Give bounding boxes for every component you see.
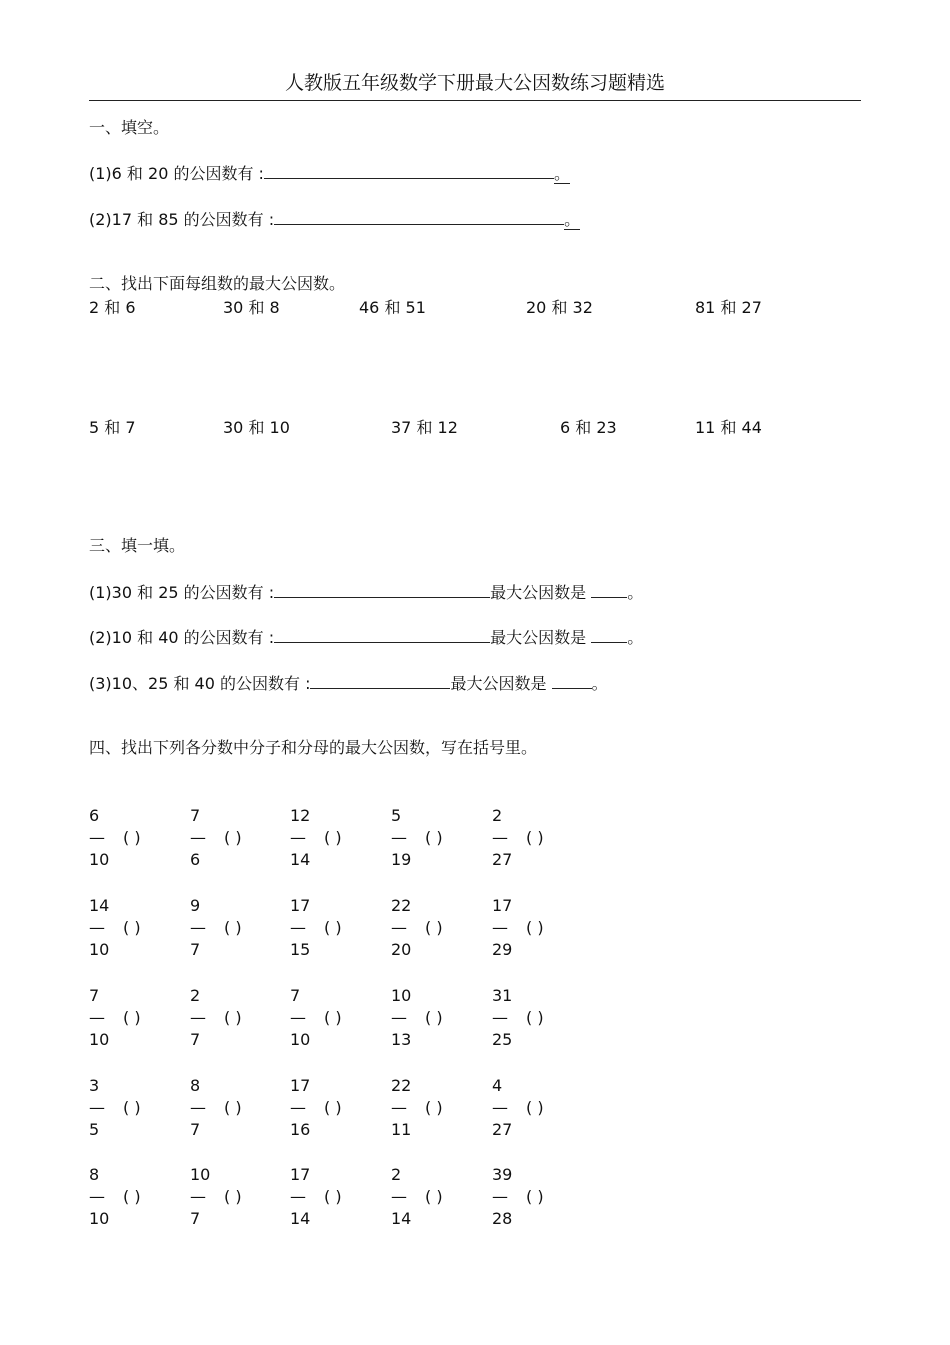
title-underline xyxy=(89,100,861,101)
fraction-bar: — xyxy=(290,828,306,847)
fraction-bar: — xyxy=(290,1008,306,1027)
number-pair: 46 和 51 xyxy=(359,298,426,317)
fraction-bar: — xyxy=(492,918,508,937)
fraction-bar: — xyxy=(391,1008,407,1027)
fraction-bar: — xyxy=(391,1098,407,1117)
question-mid: 最大公因数是 xyxy=(490,628,592,647)
section3-question-3 xyxy=(89,675,608,692)
fraction-bar: — xyxy=(290,918,306,937)
fraction-bar: — xyxy=(492,1008,508,1027)
common-factors-blank[interactable] xyxy=(310,675,450,689)
fraction-bar: — xyxy=(391,1187,407,1206)
numerator: 17 xyxy=(290,1165,311,1184)
denominator: 28 xyxy=(492,1209,513,1228)
answer-parentheses[interactable]: ( ) xyxy=(526,1008,544,1027)
fraction-bar: — xyxy=(290,1098,306,1117)
fraction-item xyxy=(391,898,491,960)
question-text: (2)17 和 85 的公因数有 : xyxy=(89,210,275,229)
fraction-item xyxy=(290,988,390,1050)
numerator: 17 xyxy=(492,896,513,915)
fraction-item xyxy=(492,1167,592,1229)
number-pair: 11 和 44 xyxy=(695,418,762,437)
answer-parentheses[interactable]: ( ) xyxy=(425,918,443,937)
fraction-bar: — xyxy=(190,1187,206,1206)
numerator: 9 xyxy=(190,896,201,915)
fraction-item xyxy=(492,1078,592,1140)
fraction-bar: — xyxy=(391,828,407,847)
denominator: 25 xyxy=(492,1030,513,1049)
fraction-item xyxy=(190,1167,290,1229)
fraction-bar: — xyxy=(89,1008,105,1027)
fraction-bar: — xyxy=(290,1187,306,1206)
numerator: 17 xyxy=(290,1076,311,1095)
fraction-item xyxy=(492,898,592,960)
fraction-item xyxy=(89,808,189,870)
question-text: (1)30 和 25 的公因数有 : xyxy=(89,583,275,602)
denominator: 27 xyxy=(492,850,513,869)
fraction-bar: — xyxy=(89,1098,105,1117)
gcf-blank[interactable] xyxy=(552,675,592,689)
denominator: 14 xyxy=(290,1209,311,1228)
numerator: 39 xyxy=(492,1165,513,1184)
number-pair: 30 和 10 xyxy=(223,418,290,437)
numerator: 7 xyxy=(290,986,301,1005)
fraction-bar: — xyxy=(89,918,105,937)
fraction-bar: — xyxy=(190,918,206,937)
question-text: (3)10、25 和 40 的公因数有 : xyxy=(89,674,311,693)
common-factors-blank[interactable] xyxy=(274,629,490,643)
section3-question-2 xyxy=(89,629,643,646)
denominator: 5 xyxy=(89,1120,100,1139)
fraction-item xyxy=(290,1167,390,1229)
numerator: 22 xyxy=(391,1076,412,1095)
answer-parentheses[interactable]: ( ) xyxy=(425,1008,443,1027)
denominator: 14 xyxy=(290,850,311,869)
denominator: 10 xyxy=(89,1209,110,1228)
question-end: 。 xyxy=(627,583,644,602)
answer-parentheses[interactable]: ( ) xyxy=(425,828,443,847)
number-pair: 20 和 32 xyxy=(526,298,593,317)
answer-parentheses[interactable]: ( ) xyxy=(123,1187,141,1206)
fraction-item xyxy=(190,988,290,1050)
answer-blank[interactable] xyxy=(264,165,554,179)
answer-parentheses[interactable]: ( ) xyxy=(526,828,544,847)
fraction-item xyxy=(89,898,189,960)
fraction-bar: — xyxy=(190,828,206,847)
denominator: 6 xyxy=(190,850,201,869)
fraction-bar: — xyxy=(492,1098,508,1117)
question-text: (1)6 和 20 的公因数有 : xyxy=(89,164,264,183)
answer-parentheses[interactable]: ( ) xyxy=(526,1187,544,1206)
numerator: 3 xyxy=(89,1076,100,1095)
answer-parentheses[interactable]: ( ) xyxy=(324,828,342,847)
denominator: 7 xyxy=(190,1209,201,1228)
answer-parentheses[interactable]: ( ) xyxy=(224,1098,242,1117)
answer-parentheses[interactable]: ( ) xyxy=(324,1187,342,1206)
number-pair: 6 和 23 xyxy=(560,418,617,437)
numerator: 10 xyxy=(190,1165,211,1184)
gcf-blank[interactable] xyxy=(591,584,627,598)
page-title: 人教版五年级数学下册最大公因数练习题精选 xyxy=(284,72,665,94)
section1-heading: 一、填空。 xyxy=(89,118,170,137)
answer-parentheses[interactable]: ( ) xyxy=(526,1098,544,1117)
answer-parentheses[interactable]: ( ) xyxy=(224,828,242,847)
question-text: (2)10 和 40 的公因数有 : xyxy=(89,628,275,647)
fraction-bar: — xyxy=(190,1098,206,1117)
number-pair: 2 和 6 xyxy=(89,298,136,317)
denominator: 13 xyxy=(391,1030,412,1049)
fraction-bar: — xyxy=(89,1187,105,1206)
fraction-item xyxy=(89,1167,189,1229)
section1-question-1 xyxy=(89,165,570,182)
section3-heading: 三、填一填。 xyxy=(89,536,186,555)
denominator: 29 xyxy=(492,940,513,959)
number-pair: 5 和 7 xyxy=(89,418,136,437)
answer-parentheses[interactable]: ( ) xyxy=(224,1008,242,1027)
common-factors-blank[interactable] xyxy=(274,584,490,598)
denominator: 14 xyxy=(391,1209,412,1228)
section4-heading: 四、找出下列各分数中分子和分母的最大公因数，写在括号里。 xyxy=(89,738,538,757)
number-pair: 37 和 12 xyxy=(391,418,458,437)
question-end: 。 xyxy=(564,210,581,229)
question-end: 。 xyxy=(553,164,570,183)
gcf-blank[interactable] xyxy=(591,629,627,643)
fraction-bar: — xyxy=(89,828,105,847)
numerator: 12 xyxy=(290,806,311,825)
answer-blank[interactable] xyxy=(274,211,564,225)
fraction-bar: — xyxy=(391,918,407,937)
numerator: 2 xyxy=(391,1165,402,1184)
fraction-item xyxy=(290,898,390,960)
fraction-item xyxy=(190,898,290,960)
denominator: 20 xyxy=(391,940,412,959)
denominator: 7 xyxy=(190,940,201,959)
fraction-item xyxy=(492,988,592,1050)
answer-parentheses[interactable]: ( ) xyxy=(123,1008,141,1027)
fraction-item xyxy=(391,988,491,1050)
question-end: 。 xyxy=(627,628,644,647)
answer-parentheses[interactable]: ( ) xyxy=(324,1008,342,1027)
answer-parentheses[interactable]: ( ) xyxy=(324,918,342,937)
fraction-item xyxy=(391,1078,491,1140)
section1-question-2 xyxy=(89,211,580,228)
answer-parentheses[interactable]: ( ) xyxy=(123,1098,141,1117)
fraction-item xyxy=(89,1078,189,1140)
answer-parentheses[interactable]: ( ) xyxy=(425,1098,443,1117)
numerator: 17 xyxy=(290,896,311,915)
answer-parentheses[interactable]: ( ) xyxy=(425,1187,443,1206)
denominator: 19 xyxy=(391,850,412,869)
answer-parentheses[interactable]: ( ) xyxy=(224,918,242,937)
fraction-bar: — xyxy=(492,828,508,847)
numerator: 8 xyxy=(190,1076,201,1095)
fraction-item xyxy=(190,808,290,870)
number-pair: 30 和 8 xyxy=(223,298,280,317)
answer-parentheses[interactable]: ( ) xyxy=(123,918,141,937)
numerator: 10 xyxy=(391,986,412,1005)
numerator: 22 xyxy=(391,896,412,915)
numerator: 2 xyxy=(492,806,503,825)
fraction-item xyxy=(391,808,491,870)
numerator: 2 xyxy=(190,986,201,1005)
denominator: 10 xyxy=(89,940,110,959)
numerator: 7 xyxy=(89,986,100,1005)
answer-parentheses[interactable]: ( ) xyxy=(224,1187,242,1206)
fraction-bar: — xyxy=(190,1008,206,1027)
section3-question-1 xyxy=(89,584,643,601)
section2-heading: 二、找出下面每组数的最大公因数。 xyxy=(89,274,346,293)
denominator: 11 xyxy=(391,1120,412,1139)
numerator: 4 xyxy=(492,1076,503,1095)
numerator: 7 xyxy=(190,806,201,825)
fraction-item xyxy=(190,1078,290,1140)
fraction-item xyxy=(89,988,189,1050)
numerator: 6 xyxy=(89,806,100,825)
denominator: 7 xyxy=(190,1030,201,1049)
denominator: 10 xyxy=(89,850,110,869)
question-mid: 最大公因数是 xyxy=(450,674,552,693)
denominator: 27 xyxy=(492,1120,513,1139)
denominator: 10 xyxy=(89,1030,110,1049)
fraction-item xyxy=(492,808,592,870)
fraction-item xyxy=(391,1167,491,1229)
answer-parentheses[interactable]: ( ) xyxy=(324,1098,342,1117)
answer-parentheses[interactable]: ( ) xyxy=(526,918,544,937)
numerator: 31 xyxy=(492,986,513,1005)
denominator: 16 xyxy=(290,1120,311,1139)
number-pair: 81 和 27 xyxy=(695,298,762,317)
fraction-item xyxy=(290,808,390,870)
question-mid: 最大公因数是 xyxy=(490,583,592,602)
numerator: 14 xyxy=(89,896,110,915)
numerator: 5 xyxy=(391,806,402,825)
numerator: 8 xyxy=(89,1165,100,1184)
answer-parentheses[interactable]: ( ) xyxy=(123,828,141,847)
question-end: 。 xyxy=(591,674,608,693)
denominator: 7 xyxy=(190,1120,201,1139)
denominator: 10 xyxy=(290,1030,311,1049)
denominator: 15 xyxy=(290,940,311,959)
fraction-item xyxy=(290,1078,390,1140)
fraction-bar: — xyxy=(492,1187,508,1206)
